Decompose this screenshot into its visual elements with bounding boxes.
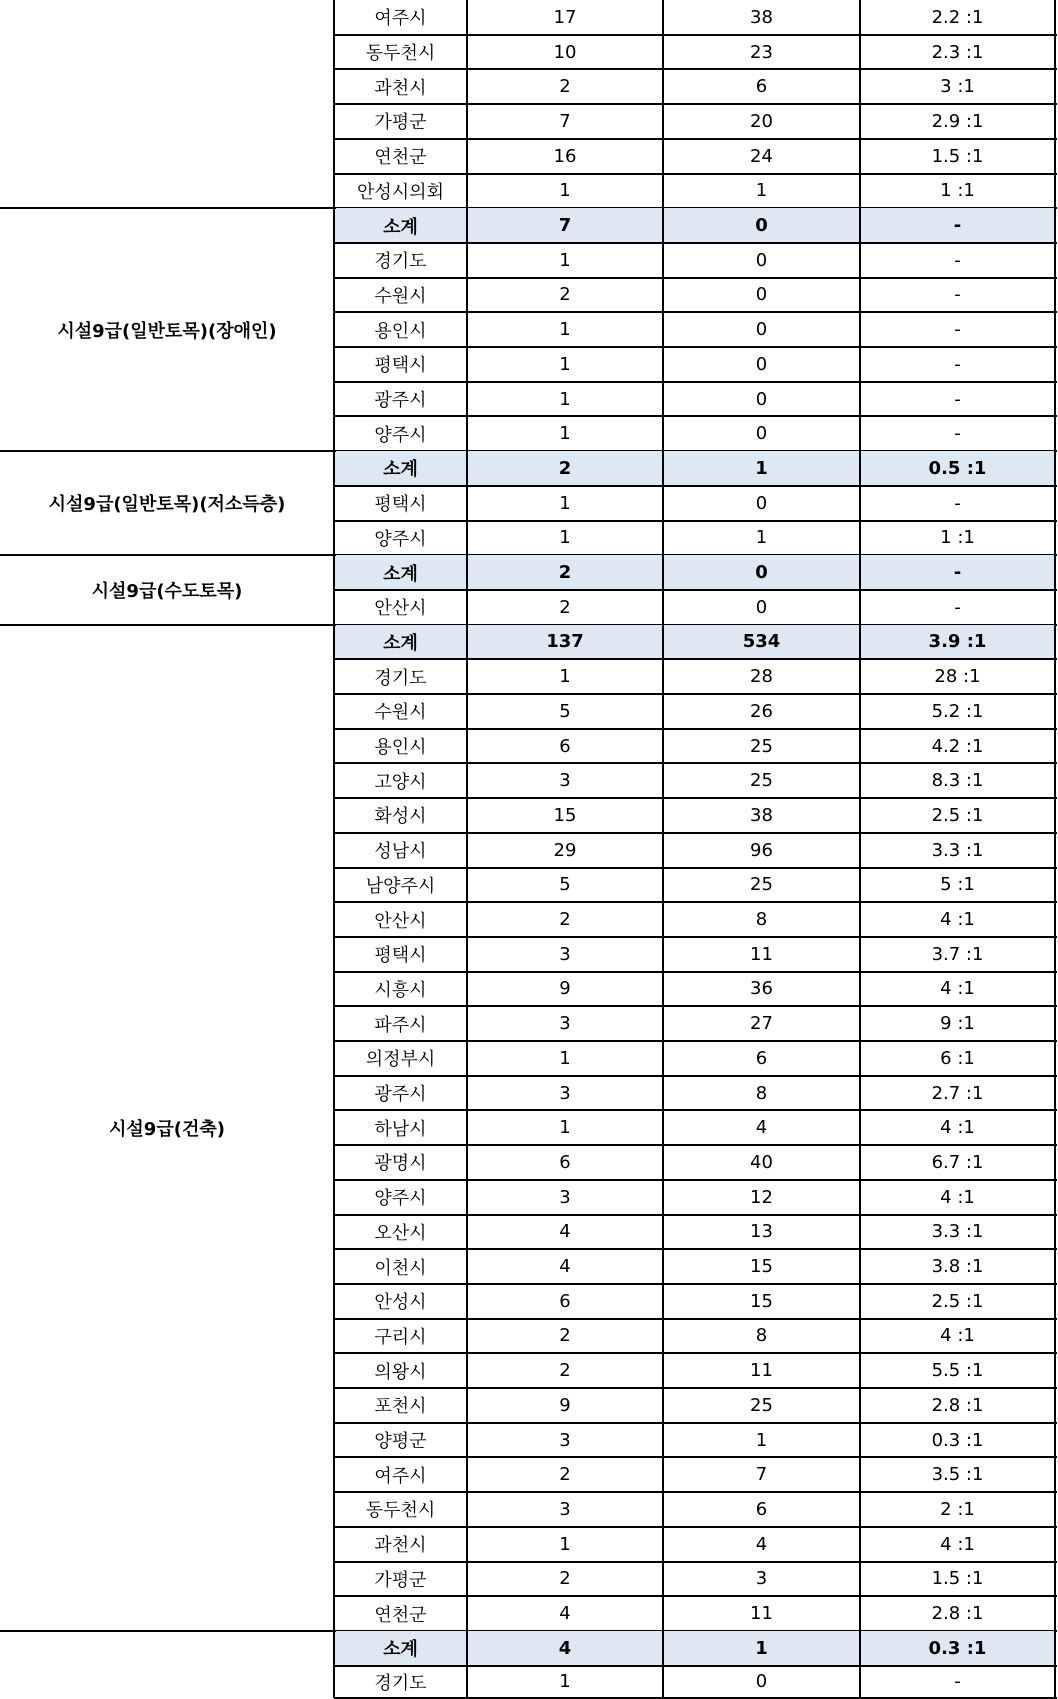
ratio-cell: - (860, 208, 1055, 243)
count-cell: 26 (750, 700, 773, 722)
region-cell: 안성시 (374, 1292, 427, 1314)
region-cell: 가평군 (374, 112, 427, 134)
ratio-cell: - (954, 388, 961, 410)
applicant-cell: 1 (559, 1671, 571, 1693)
count-cell: 0 (755, 249, 768, 271)
ratio-cell: 2.7 :1 (931, 1082, 984, 1104)
count-cell: 38 (750, 6, 773, 28)
applicant-cell: 1 (559, 388, 571, 410)
count-cell: 1 (663, 1631, 860, 1666)
ratio-cell: 5.2 :1 (931, 700, 984, 722)
count-cell: 25 (750, 874, 773, 896)
count-cell: 25 (750, 770, 773, 792)
group-divider (0, 1630, 336, 1632)
region-cell: 광주시 (374, 390, 427, 412)
ratio-cell: - (954, 353, 961, 375)
count-cell: 11 (750, 1360, 773, 1382)
count-cell: 36 (750, 978, 773, 1000)
region-cell: 오산시 (374, 1222, 427, 1244)
count-cell: 27 (750, 1013, 773, 1035)
applicant-cell: 1 (559, 423, 571, 445)
count-cell: 6 (755, 1047, 768, 1069)
applicant-cell: 5 (559, 874, 571, 896)
region-cell: 성남시 (374, 841, 427, 863)
count-cell: 0 (755, 319, 768, 341)
count-cell: 0 (755, 492, 768, 514)
ratio-cell: 4 :1 (940, 978, 975, 1000)
applicant-cell: 3 (559, 943, 571, 965)
count-cell: 28 (750, 666, 773, 688)
applicant-cell: 16 (553, 145, 577, 167)
count-cell: 8 (755, 1082, 768, 1104)
count-cell: 1 (755, 180, 768, 202)
ratio-cell: 9 :1 (940, 1013, 975, 1035)
region-cell: 과천시 (374, 77, 427, 99)
region-cell: 화성시 (374, 806, 427, 828)
applicant-cell: 1 (559, 180, 571, 202)
category-cell: 시설9급(일반토목)(저소득층) (48, 494, 286, 516)
count-cell: 0 (755, 596, 768, 618)
applicant-cell: 6 (559, 1151, 571, 1173)
count-cell: 15 (750, 1290, 773, 1312)
region-cell: 고양시 (374, 771, 427, 793)
region-cell: 경기도 (374, 667, 427, 689)
ratio-cell: 2.5 :1 (931, 804, 984, 826)
region-cell: 수원시 (374, 702, 427, 724)
ratio-cell: 1.5 :1 (931, 1568, 984, 1590)
ratio-cell: - (954, 423, 961, 445)
region-cell: 동두천시 (365, 1500, 436, 1522)
applicant-cell: 3 (559, 1013, 571, 1035)
region-cell: 의정부시 (365, 1049, 436, 1071)
ratio-cell: 4 :1 (940, 1533, 975, 1555)
count-cell: 6 (755, 76, 768, 98)
region-cell: 소계 (334, 1631, 467, 1666)
count-cell: 25 (750, 1394, 773, 1416)
applicant-cell: 3 (559, 1186, 571, 1208)
ratio-cell: 2.2 :1 (931, 6, 984, 28)
applicant-cell: 1 (559, 1533, 571, 1555)
region-cell: 양주시 (374, 1188, 427, 1210)
applicant-cell: 4 (559, 1256, 571, 1278)
category-cell: 시설9급(건축) (109, 1118, 225, 1140)
applicant-cell: 29 (553, 839, 577, 861)
count-cell: 0 (755, 423, 768, 445)
ratio-cell: 8.3 :1 (931, 770, 984, 792)
ratio-cell: - (954, 596, 961, 618)
count-cell: 0 (755, 1671, 768, 1693)
count-cell: 3 (755, 1568, 768, 1590)
ratio-cell: 2.9 :1 (931, 110, 984, 132)
count-cell: 4 (755, 1117, 768, 1139)
category-cell: 시설9급(일반토목)(장애인) (57, 320, 277, 342)
region-cell: 안산시 (374, 910, 427, 932)
count-cell: 4 (755, 1533, 768, 1555)
column-divider (662, 0, 664, 1698)
count-cell: 12 (750, 1186, 773, 1208)
ratio-cell: 3.3 :1 (931, 1221, 984, 1243)
applicant-cell: 1 (559, 249, 571, 271)
ratio-cell: 1 :1 (940, 180, 975, 202)
ratio-cell: 4 :1 (940, 1186, 975, 1208)
applicant-cell: 137 (467, 625, 663, 660)
count-cell: 96 (750, 839, 773, 861)
ratio-cell: 5.5 :1 (931, 1360, 984, 1382)
ratio-cell: 2.8 :1 (931, 1603, 984, 1625)
count-cell: 8 (755, 1325, 768, 1347)
ratio-cell: - (954, 1671, 961, 1693)
ratio-cell: 28 :1 (934, 666, 981, 688)
column-divider (859, 0, 861, 1698)
count-cell: 13 (750, 1221, 773, 1243)
group-divider (0, 207, 336, 209)
applicant-cell: 9 (559, 978, 571, 1000)
region-cell: 평택시 (374, 494, 427, 516)
count-cell: 24 (750, 145, 773, 167)
count-cell: 6 (755, 1498, 768, 1520)
applicant-cell: 2 (559, 596, 571, 618)
group-divider (0, 554, 336, 556)
applicant-cell: 6 (559, 735, 571, 757)
ratio-cell: 2.3 :1 (931, 41, 984, 63)
region-cell: 남양주시 (365, 875, 436, 897)
column-divider (466, 0, 468, 1698)
count-cell: 11 (750, 1603, 773, 1625)
applicant-cell: 2 (559, 1464, 571, 1486)
region-cell: 수원시 (374, 285, 427, 307)
ratio-cell: 1 :1 (940, 527, 975, 549)
applicant-cell: 3 (559, 1429, 571, 1451)
ratio-cell: 4 :1 (940, 1117, 975, 1139)
count-cell: 0 (755, 353, 768, 375)
count-cell: 1 (755, 527, 768, 549)
applicant-cell: 3 (559, 770, 571, 792)
column-divider (1054, 0, 1056, 1698)
applicant-cell: 3 (559, 1498, 571, 1520)
ratio-cell: 3.9 :1 (860, 625, 1055, 660)
region-cell: 소계 (334, 208, 467, 243)
applicant-cell: 1 (559, 1047, 571, 1069)
region-cell: 광주시 (374, 1084, 427, 1106)
applicant-cell: 2 (559, 1325, 571, 1347)
applicant-cell: 4 (559, 1221, 571, 1243)
region-cell: 구리시 (374, 1326, 427, 1348)
applicant-cell: 7 (559, 110, 571, 132)
count-cell: 25 (750, 735, 773, 757)
region-cell: 여주시 (374, 1465, 427, 1487)
ratio-cell: 3.8 :1 (931, 1256, 984, 1278)
region-cell: 하남시 (374, 1118, 427, 1140)
applicant-cell: 15 (553, 804, 577, 826)
region-cell: 소계 (334, 555, 467, 590)
ratio-cell: 3.5 :1 (931, 1464, 984, 1486)
ratio-cell: - (954, 319, 961, 341)
ratio-cell: 5 :1 (940, 874, 975, 896)
applicant-cell: 3 (559, 1082, 571, 1104)
count-cell: 38 (750, 804, 773, 826)
region-cell: 경기도 (374, 1672, 427, 1694)
region-cell: 용인시 (374, 737, 427, 759)
ratio-cell: - (860, 555, 1055, 590)
ratio-cell: - (954, 249, 961, 271)
category-cell (0, 1631, 334, 1698)
region-cell: 안산시 (374, 598, 427, 620)
count-cell: 1 (755, 1429, 768, 1451)
ratio-cell: 0.5 :1 (860, 451, 1055, 486)
region-cell: 포천시 (374, 1396, 427, 1418)
applicant-cell: 1 (559, 319, 571, 341)
count-cell: 8 (755, 909, 768, 931)
count-cell: 15 (750, 1256, 773, 1278)
applicant-cell: 2 (559, 76, 571, 98)
ratio-cell: 3.3 :1 (931, 839, 984, 861)
region-cell: 연천군 (374, 1604, 427, 1626)
applicant-cell: 10 (553, 41, 577, 63)
applicant-cell: 7 (467, 208, 663, 243)
region-cell: 파주시 (374, 1014, 427, 1036)
ratio-cell: 1.5 :1 (931, 145, 984, 167)
region-cell: 평택시 (374, 355, 427, 377)
count-cell: 23 (750, 41, 773, 63)
applicant-cell: 4 (467, 1631, 663, 1666)
applicant-cell: 2 (559, 1360, 571, 1382)
ratio-cell: 2.5 :1 (931, 1290, 984, 1312)
ratio-cell: 0.3 :1 (931, 1429, 984, 1451)
applicant-cell: 2 (559, 909, 571, 931)
column-divider (333, 0, 335, 1698)
ratio-cell: 4 :1 (940, 909, 975, 931)
count-cell: 1 (663, 451, 860, 486)
region-cell: 동두천시 (365, 43, 436, 65)
region-cell: 소계 (334, 625, 467, 660)
applicant-cell: 6 (559, 1290, 571, 1312)
count-cell: 0 (755, 284, 768, 306)
category-cell: 시설9급(수도토목) (91, 580, 243, 602)
count-cell: 0 (755, 388, 768, 410)
region-cell: 용인시 (374, 320, 427, 342)
ratio-cell: 4.2 :1 (931, 735, 984, 757)
applicant-cell: 2 (559, 1568, 571, 1590)
applicant-cell: 2 (467, 451, 663, 486)
count-cell: 7 (755, 1464, 768, 1486)
category-cell (0, 0, 334, 208)
region-cell: 양주시 (374, 424, 427, 446)
applicant-cell: 1 (559, 666, 571, 688)
ratio-cell: 2.8 :1 (931, 1394, 984, 1416)
count-cell: 0 (663, 208, 860, 243)
region-cell: 양주시 (374, 528, 427, 550)
region-cell: 시흥시 (374, 979, 427, 1001)
region-cell: 의왕시 (374, 1361, 427, 1383)
applicant-cell: 9 (559, 1394, 571, 1416)
applicant-cell: 1 (559, 353, 571, 375)
region-cell: 과천시 (374, 1535, 427, 1557)
count-cell: 20 (750, 110, 773, 132)
region-cell: 양평군 (374, 1431, 427, 1453)
ratio-cell: 6 :1 (940, 1047, 975, 1069)
applicant-cell: 1 (559, 492, 571, 514)
region-cell: 광명시 (374, 1153, 427, 1175)
applicant-cell: 1 (559, 1117, 571, 1139)
applicant-cell: 17 (553, 6, 577, 28)
ratio-cell: 6.7 :1 (931, 1151, 984, 1173)
group-divider (0, 450, 336, 452)
region-cell: 평택시 (374, 945, 427, 967)
ratio-cell: 3 :1 (940, 76, 975, 98)
ratio-cell: 2 :1 (940, 1498, 975, 1520)
region-cell: 연천군 (374, 147, 427, 169)
region-cell: 안성시의회 (357, 181, 444, 203)
count-cell: 0 (663, 555, 860, 590)
region-cell: 가평군 (374, 1569, 427, 1591)
applicant-cell: 5 (559, 700, 571, 722)
applicant-cell: 2 (467, 555, 663, 590)
ratio-cell: - (954, 284, 961, 306)
region-cell: 소계 (334, 451, 467, 486)
ratio-cell: 0.3 :1 (860, 1631, 1055, 1666)
group-divider (0, 624, 336, 626)
applicant-cell: 4 (559, 1603, 571, 1625)
region-cell: 여주시 (374, 8, 427, 30)
region-cell: 경기도 (374, 251, 427, 273)
ratio-cell: - (954, 492, 961, 514)
ratio-cell: 3.7 :1 (931, 943, 984, 965)
region-cell: 이천시 (374, 1257, 427, 1279)
applicant-cell: 1 (559, 527, 571, 549)
ratio-cell: 4 :1 (940, 1325, 975, 1347)
count-cell: 40 (750, 1151, 773, 1173)
applicant-cell: 2 (559, 284, 571, 306)
count-cell: 11 (750, 943, 773, 965)
count-cell: 534 (663, 625, 860, 660)
